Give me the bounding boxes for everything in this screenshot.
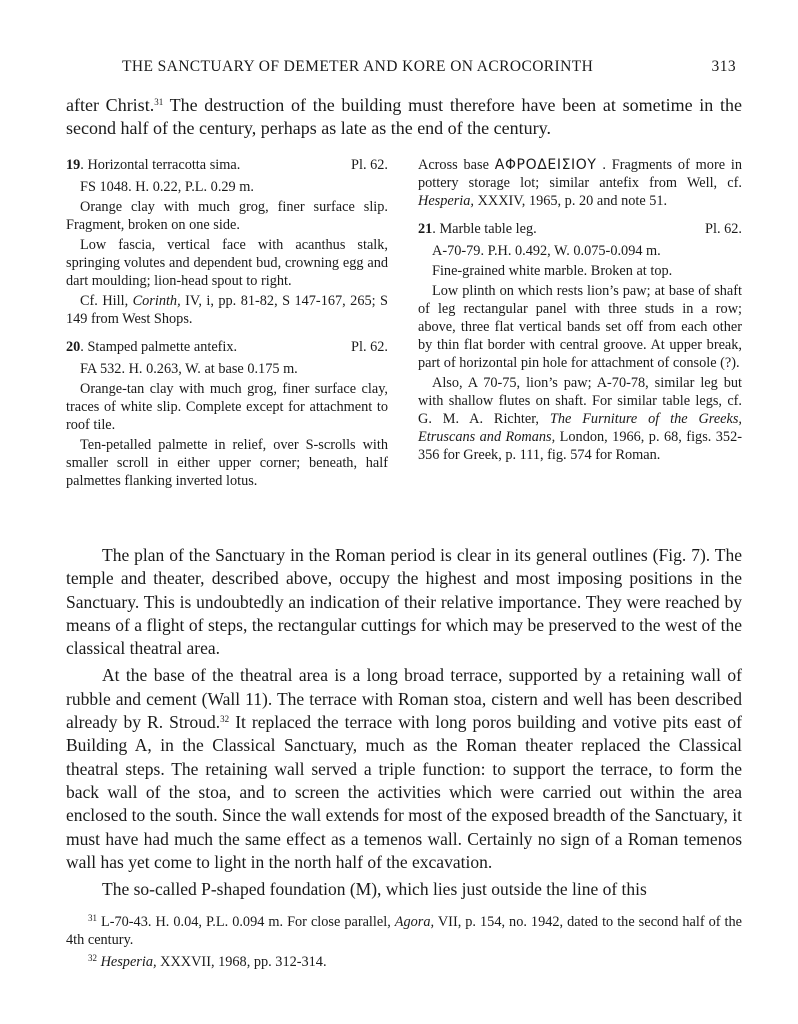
intro-text-end: The destruction of the building must therefore have been at sometime in the second half of the century, perhaps as late as the end of the century. <box>66 95 742 138</box>
page-number: 313 <box>711 58 736 75</box>
material-description: Orange-tan clay with much grog, finer surface clay, traces of white slip. Complete except for attachment to roof tile. <box>66 381 388 433</box>
footnote-31: $^{31}$ L-70-43. H. 0.04, P.L. 0.094 m. For close parallel, Agora, VII, p. 154, no. 1942, dated to the second half of the 4th century. <box>66 913 742 948</box>
entry-title: . Horizontal terracotta sima. <box>80 157 241 173</box>
body-paragraph-1: The plan of the Sanctuary in the Roman period is clear in its general outlines (Fig. 7). The temple and theater, described above, occupy the highest and most imposing positions in the Sanctuary. This is undoubtedly an indication of their relative importance. They were reached by means of a flight of steps, the rectangular cuttings for which may be preserved to the west of the classical theatral area. <box>66 545 742 659</box>
continued-paragraph <box>66 94 742 140</box>
decoration-description: Low plinth on which rests lion’s paw; at base of shaft of leg rectangular panel with three studs in a row; above, three flat vertical bands set off from each other by thin flat border with central groove. At upper break, part of horizontal pin hole for attachment of console (?). <box>418 283 742 371</box>
inscription-note: Across base ΑΦΡΟΔΕΙΣΙΟΥ . Fragments of more in pottery storage lot; similar antefix from Well, cf. Hesperia, XXXIV, 1965, p. 20 and note 51. <box>418 157 742 209</box>
catalogue-column-right <box>418 156 742 466</box>
inventory-dimensions: FS 1048. H. 0.22, P.L. 0.29 m. <box>80 179 254 195</box>
catalogue-entry-19-heading <box>66 156 388 174</box>
catalogue-column-left <box>66 156 388 492</box>
entry-number: 20 <box>66 339 81 355</box>
greek-inscription: ΑΦΡΟΔΕΙΣΙΟΥ <box>494 157 597 173</box>
entry-title: . Marble table leg. <box>432 221 537 237</box>
running-head-title: THE SANCTUARY OF DEMETER AND KORE ON ACROCORINTH <box>122 58 594 75</box>
body-paragraph-3: The so-called P-shaped foundation (M), which lies just outside the line of this <box>102 879 647 900</box>
entry-title: . Stamped palmette antefix. <box>80 339 238 355</box>
main-body-text <box>66 544 742 905</box>
catalogue-entry-21-heading <box>418 220 742 238</box>
citation-title: The Furniture of the Greeks, Etruscans and Romans, <box>418 411 742 445</box>
plate-reference: Pl. 62. <box>351 157 388 173</box>
body-paragraph-2: At the base of the theatral area is a long broad terrace, supported by a retaining wall of rubble and cement (Wall 11). The terrace with Roman stoa, cistern and well has been described already by R. Stroud.$^{32}$ It replaced the terrace with long poros building and votive pits east of Building A, in the Classical Sanctuary, much as the Roman theater replaced the Classical theatral steps. The retaining wall served a triple function: to support the terrace, to form the back wall of the stoa, and to screen the activities which were carried out within the area enclosed to the south. Since the wall extends for most of the exposed breadth of the Sanctuary, it must have had much the same effect as a temenos wall. Certainly no sign of a Roman temenos wall has yet come to light in the north half of the excavation. <box>66 665 742 872</box>
citation-title: Corinth, <box>132 293 181 309</box>
inventory-dimensions: FA 532. H. 0.263, W. at base 0.175 m. <box>80 361 298 377</box>
material-description: Orange clay with much grog, finer surface slip. Fragment, broken on one side. <box>66 199 388 233</box>
catalogue-entry-20-heading <box>66 338 388 356</box>
footnote-ref-32[interactable]: 32 <box>220 714 230 725</box>
plate-reference: Pl. 62. <box>351 339 388 355</box>
comparanda: Cf. Hill, Corinth, IV, i, pp. 81-82, S 147-167, 265; S 149 from West Shops. <box>66 293 388 327</box>
running-head <box>66 58 736 82</box>
material-description: Fine-grained white marble. Broken at top. <box>432 263 673 279</box>
entry-number: 21 <box>418 221 433 237</box>
footnote-32: $^{32}$ Hesperia, XXXVII, 1968, pp. 312-314. <box>88 953 327 970</box>
citation-title: Hesperia, <box>418 193 474 209</box>
decoration-description: Low fascia, vertical face with acanthus stalk, springing volutes and dependent bud, crowning egg and dart moulding; lion-head spout to right. <box>66 237 388 289</box>
footnote-number: 31 <box>88 913 97 923</box>
decoration-description: Ten-petalled palmette in relief, over S-scrolls with smaller scroll in either upper corner; beneath, half palmettes flanking inverted lotus. <box>66 437 388 489</box>
plate-reference: Pl. 62. <box>705 221 742 237</box>
footnotes <box>66 909 742 971</box>
footnote-number: 32 <box>88 953 97 963</box>
citation-title: Hesperia, <box>97 954 157 970</box>
footnote-ref-31[interactable]: 31 <box>154 97 164 107</box>
intro-text-start: after Christ. <box>66 95 155 115</box>
comparanda: Also, A 70-75, lion’s paw; A-70-78, similar leg but with shallow flutes on shaft. For similar table legs, cf. G. M. A. Richter, The Furniture of the Greeks, Etruscans and Romans, London, 1966, p. 68, figs. 352-356 for Greek, p. 111, fig. 574 for Roman. <box>418 375 742 463</box>
entry-number: 19 <box>66 157 81 173</box>
citation-title: Agora, <box>394 914 435 930</box>
inventory-dimensions: A-70-79. P.H. 0.492, W. 0.075-0.094 m. <box>432 243 661 259</box>
